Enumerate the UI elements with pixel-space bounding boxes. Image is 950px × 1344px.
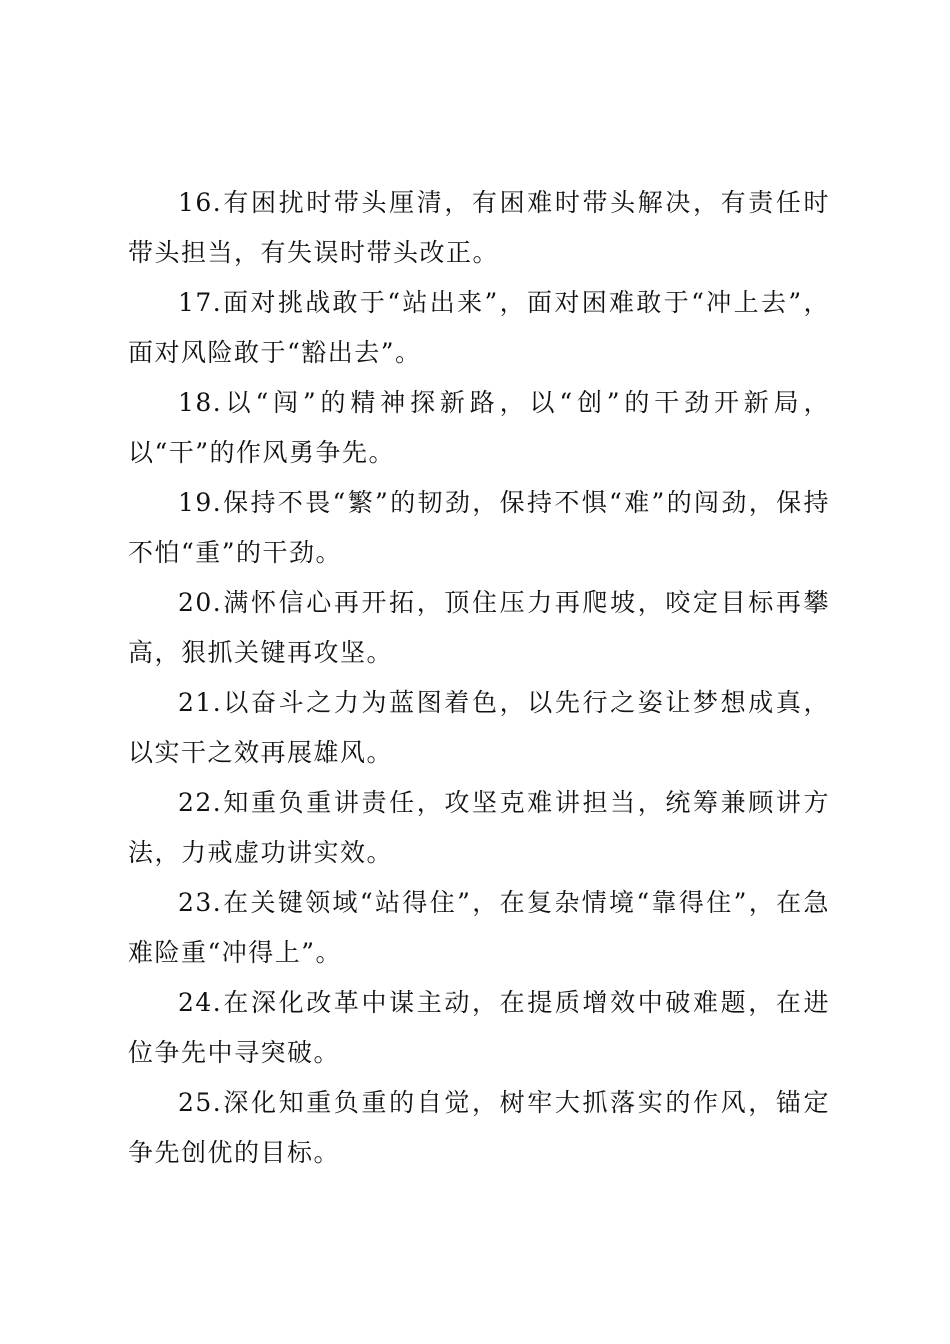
list-item: 21.以奋斗之力为蓝图着色，以先行之姿让梦想成真，以实干之效再展雄风。 [128,688,830,767]
list-item: 23.在关键领域“站得住”，在复杂情境“靠得住”，在急难险重“冲得上”。 [128,888,830,967]
list-item: 18.以“闯”的精神探新路，以“创”的干劲开新局，以“干”的作风勇争先。 [128,388,830,467]
document-body [128,178,830,1178]
list-item: 16.有困扰时带头厘清，有困难时带头解决，有责任时带头担当，有失误时带头改正。 [128,188,830,267]
list-item: 22.知重负重讲责任，攻坚克难讲担当，统筹兼顾讲方法，力戒虚功讲实效。 [128,788,830,867]
list-item: 20.满怀信心再开拓，顶住压力再爬坡，咬定目标再攀高，狠抓关键再攻坚。 [128,588,830,667]
list-item: 17.面对挑战敢于“站出来”，面对困难敢于“冲上去”，面对风险敢于“豁出去”。 [128,288,830,367]
list-item: 19.保持不畏“繁”的韧劲，保持不惧“难”的闯劲，保持不怕“重”的干劲。 [128,488,830,567]
list-item: 25.深化知重负重的自觉，树牢大抓落实的作风，锚定争先创优的目标。 [128,1088,830,1167]
list-item: 24.在深化改革中谋主动，在提质增效中破难题，在进位争先中寻突破。 [128,988,830,1067]
